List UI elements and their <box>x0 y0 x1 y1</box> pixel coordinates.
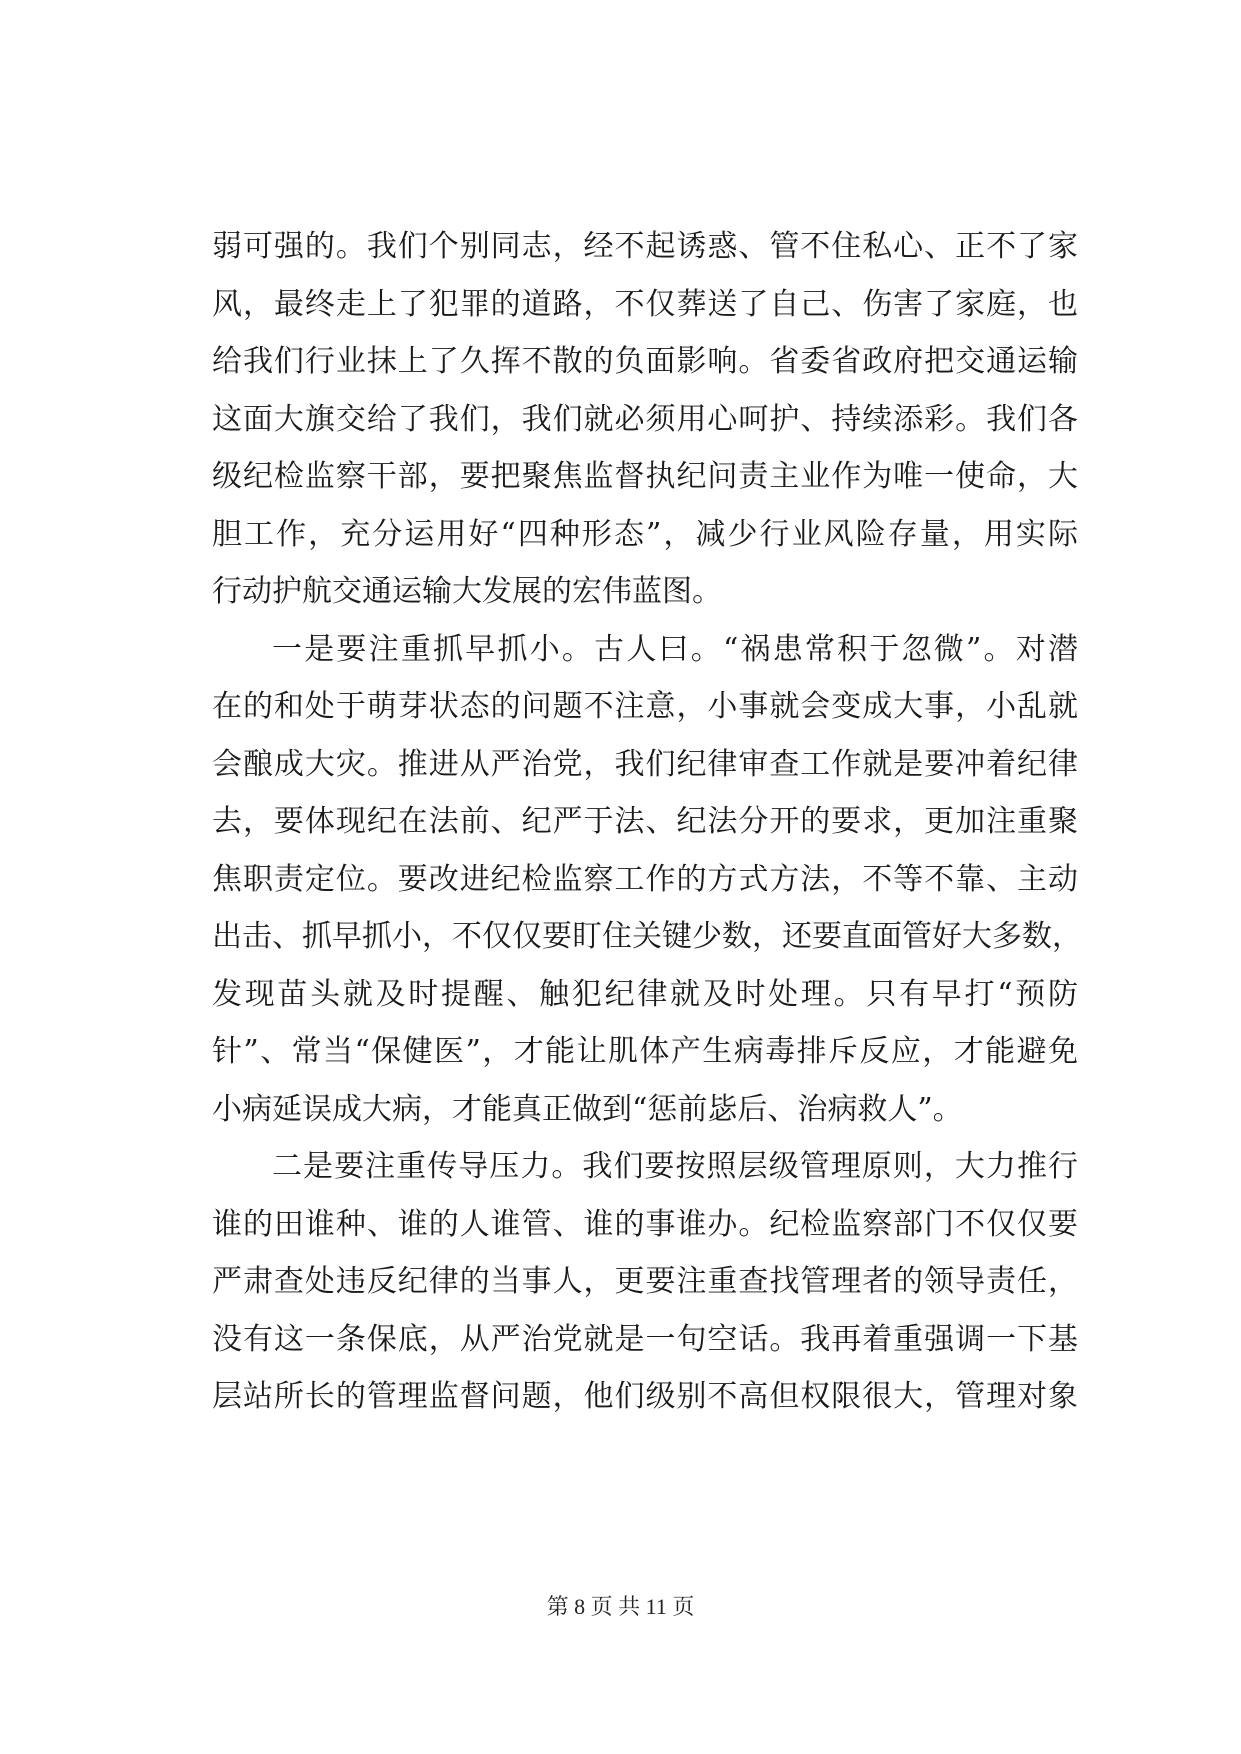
text-line: 给我们行业抹上了久挥不散的负面影响。省委省政府把交通运输 <box>212 344 1078 379</box>
text-line: 焦职责定位。要改进纪检监察工作的方式方法，不等不靠、主动 <box>212 861 1078 897</box>
text-line: 谁的田谁种、谁的人谁管、谁的事谁办。纪检监察部门不仅仅要 <box>212 1206 1078 1242</box>
paragraph-start-line: 二是要注重传导压力。我们要按照层级管理原则，大力推行 <box>272 1149 1078 1184</box>
text-line: 行动护航交通运输大发展的宏伟蓝图。 <box>212 574 722 609</box>
page-number-footer: 第 8 页 共 11 页 <box>546 1594 695 1619</box>
text-line: 去，要体现纪在法前、纪严于法、纪法分开的要求，更加注重聚 <box>212 804 1078 839</box>
body-text <box>212 218 1082 1426</box>
text-line: 这面大旗交给了我们，我们就必须用心呵护、持续添彩。我们各 <box>212 401 1078 437</box>
text-line: 出击、抓早抓小，不仅仅要盯住关键少数，还要直面管好大多数， <box>212 919 1082 954</box>
paragraph-start-line: 一是要注重抓早抓小。古人曰。“祸患常积于忽微”。对潜 <box>272 631 1078 667</box>
text-line: 严肃查处违反纪律的当事人，更要注重查找管理者的领导责任， <box>212 1264 1078 1299</box>
text-line: 会酿成大灾。推进从严治党，我们纪律审查工作就是要冲着纪律 <box>212 746 1078 782</box>
text-line: 胆工作，充分运用好“四种形态”，减少行业风险存量，用实际 <box>212 516 1078 552</box>
text-line: 弱可强的。我们个别同志，经不起诱惑、管不住私心、正不了家 <box>212 229 1078 264</box>
text-line: 级纪检监察干部，要把聚焦监督执纪问责主业作为唯一使命，大 <box>212 459 1078 494</box>
text-line: 没有这一条保底，从严治党就是一句空话。我再着重强调一下基 <box>212 1321 1078 1357</box>
text-line: 层站所长的管理监督问题，他们级别不高但权限很大，管理对象 <box>212 1379 1078 1414</box>
text-line: 小病延误成大病，才能真正做到“惩前毖后、治病救人”。 <box>212 1091 963 1127</box>
text-line: 针”、常当“保健医”，才能让肌体产生病毒排斥反应，才能避免 <box>212 1034 1078 1069</box>
text-line: 风，最终走上了犯罪的道路，不仅葬送了自己、伤害了家庭，也 <box>212 286 1078 322</box>
text-line: 发现苗头就及时提醒、触犯纪律就及时处理。只有早打“预防 <box>212 976 1078 1012</box>
text-line: 在的和处于萌芽状态的问题不注意，小事就会变成大事，小乱就 <box>212 689 1078 724</box>
